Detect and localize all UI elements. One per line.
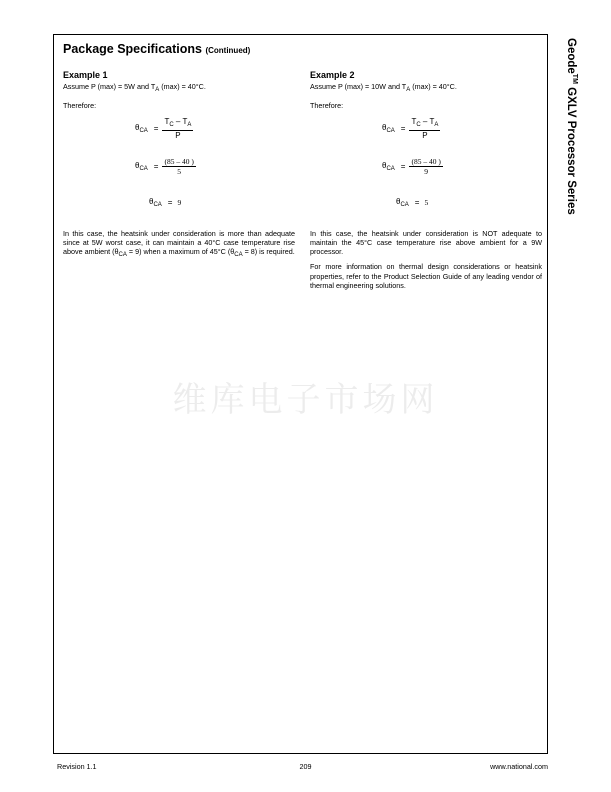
example-1-column (63, 70, 295, 266)
example-2-therefore: Therefore: (310, 101, 344, 111)
example-2-equations (310, 117, 542, 229)
example-2-column (310, 70, 542, 296)
example-2-heading: Example 2 (310, 70, 355, 80)
example-1-conclusion: In this case, the heatsink under consideration is more than adequate since at 5W worst case, it can maintain a 40°C case temperature rise above ambient $(\theta_{CA} = 9)$ when a maximum of 45°C $(\theta_{CA} = 8)$ is required. (63, 228, 295, 259)
equation-2-substituted: $\theta_{CA}$ = $\frac{(85 - 40 )}{9}$ (382, 156, 441, 176)
equation-1-substituted: $\theta_{CA}$ = $\frac{(85 - 40 )}{5}$ (135, 156, 194, 176)
section-title: Package Specifications (Continued) (63, 42, 251, 56)
footer-page-number: 209 (299, 762, 312, 771)
sidebar-title-text: Geode™ GXLV Processor Series (565, 38, 578, 215)
watermark: 维库电子市场网 (172, 380, 439, 420)
example-2-conclusion: In this case, the heatsink under consideration is NOT adequate to maintain the 45°C case temperature rise above ambient for a 9W processor. (310, 228, 542, 257)
footer-website[interactable]: www.national.com (490, 762, 548, 771)
example-1-equations (63, 117, 295, 229)
sidebar-series-title (556, 38, 580, 238)
equation-2-result: $\theta_{CA}$ = 5 (396, 196, 429, 208)
continued-label: (Continued) (205, 46, 251, 55)
example-2-more-info: For more information on thermal design considerations or heatsink properties, refer to the Product Selection Guide of any leading vendor of thermal engineering solutions. (310, 262, 542, 291)
equation-1-general: $\theta_{CA}$ = $\frac{T_C - T_A}{P}$ (135, 116, 192, 140)
equation-1-result: $\theta_{CA}$ = 9 (149, 196, 182, 208)
equation-2-general: $\theta_{CA}$ = $\frac{T_C - T_A}{P}$ (382, 116, 439, 140)
example-1-heading: Example 1 (63, 70, 108, 80)
example-1-assumption: Assume P (max) = 5W and $T_A$ (max) = 40°C. (63, 82, 206, 93)
example-1-therefore: Therefore: (63, 101, 97, 111)
example-2-assumption: Assume P (max) = 10W and $T_A$ (max) = 40°C. (310, 82, 457, 93)
footer-revision: Revision 1.1 (57, 762, 97, 771)
